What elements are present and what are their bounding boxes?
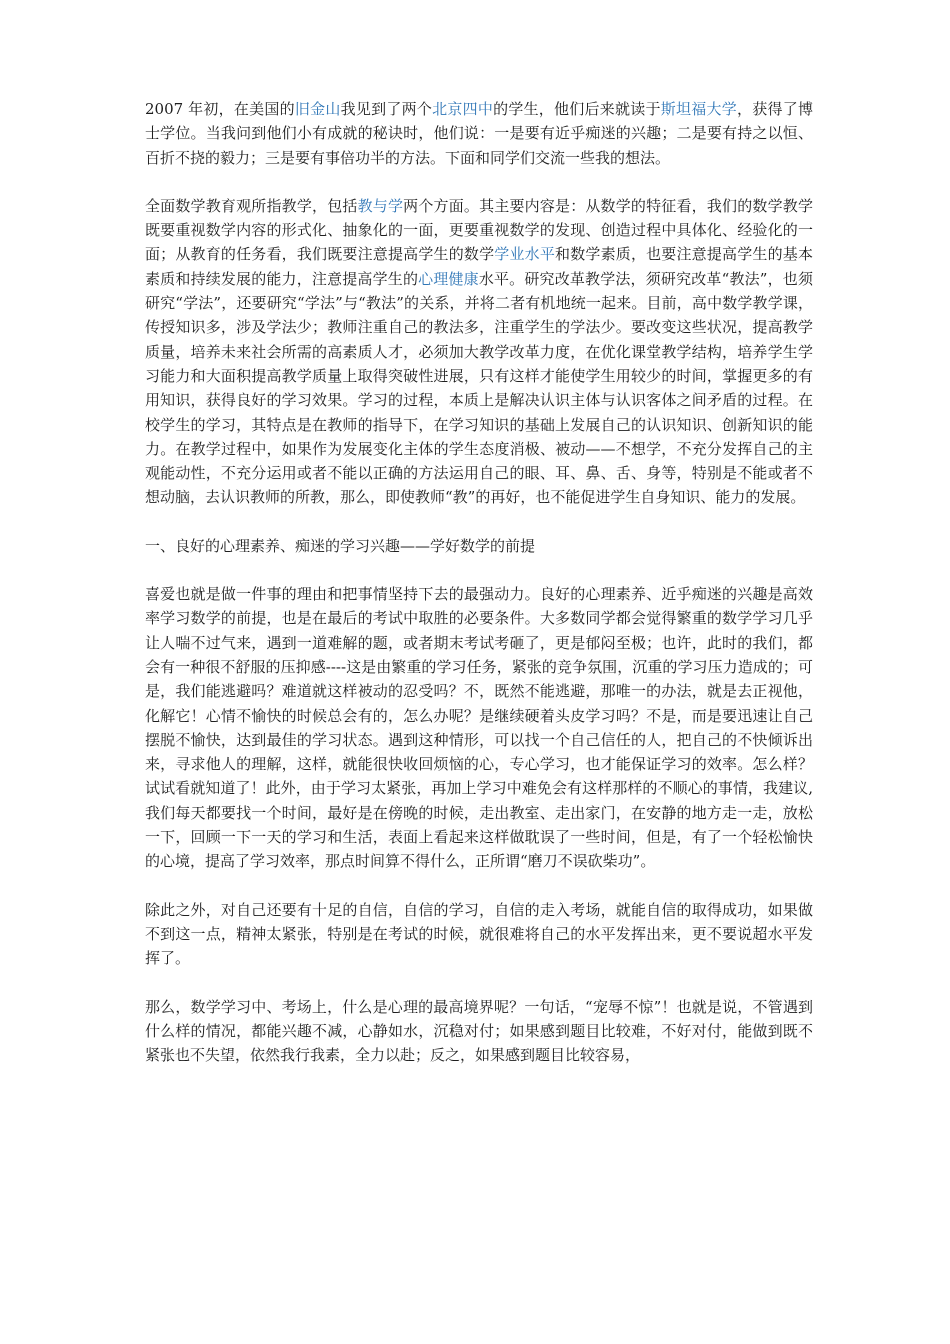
intro-paragraph (145, 97, 813, 170)
section-heading: 一、良好的心理素养、痴迷的学习兴趣——学好数学的前提 (145, 536, 536, 555)
document-page (145, 97, 813, 1091)
text-segment: 两个方面。其主要内容是：从数学的特征看，我们的数学教学既要重视数学内容的形式化、抽象化的一面，更要重视数学的发现、创造过程中具体化、经验化的一面；从教育的任务看，我们既要注意提高学生的数学 (145, 196, 813, 264)
text-segment: 和数学素质，也要注意提高学生的基本素质和持续发展的能力，注意提高学生的 (145, 245, 813, 288)
link-stanford-university[interactable]: 斯坦福大学 (660, 100, 737, 118)
section-paragraph-composure: 那么，数学学习中、考场上，什么是心理的最高境界呢？一句话，“宠辱不惊”！也就是说，不管遇到什么样的情况，都能兴趣不减，心静如水，沉稳对付；如果感到题目比较难，不好对付，能做到既不紧张也不失望，依然我行我素，全力以赴；反之，如果感到题目比较容易， (145, 997, 813, 1065)
link-beijing-no4-high-school[interactable]: 北京四中 (432, 100, 494, 118)
teaching-paragraph (145, 194, 813, 510)
link-san-francisco[interactable]: 旧金山 (294, 100, 341, 118)
text-segment: ，获得了博士学位。当我问到他们小有成就的秘诀时，他们说：一是要有近乎痴迷的兴趣；二是要有持之以恒、百折不挠的毅力；三是要有事倍功半的方法。下面和同学们交流一些我的想法。 (145, 100, 813, 167)
link-mental-health[interactable]: 心理健康 (418, 269, 479, 288)
text-segment: 我见到了两个 (340, 100, 433, 118)
text-segment: 水平。研究改革教学法，须研究改革“教法”，也须研究“学法”，还要研究“学法”与“教法”的关系，并将二者有机地统一起来。目前，高中数学教学课，传授知识多，涉及学法少；教师注重自己的教法多，注重学生的学法少。要改变这些状况，提高教学质量，培养未来社会所需的高素质人才，必须加大教学改革力度，在优化课堂教学结构，培养学生学习能力和大面积提高教学质量上取得突破性进展，只有这样才能使学生用较少的时间，掌握更多的有用知识，获得良好的学习效果。学习的过程，本质上是解决认识主体与认识客体之间矛盾的过程。在校学生的学习，其特点是在教师的指导下，在学习知识的基础上发展自己的认识知识、创新知识的能力。在教学过程中，如果作为发展变化主体的学生态度消极、被动——不想学，不充分发挥自己的主观能动性，不充分运用或者不能以正确的方法运用自己的眼、耳、鼻、舌、身等，特别是不能或者不想动脑，去认识教师的所教，那么，即使教师“教”的再好，也不能促进学生自身知识、能力的发展。 (145, 269, 813, 507)
section-paragraph-confidence: 除此之外，对自己还要有十足的自信，自信的学习，自信的走入考场，就能自信的取得成功，如果做不到这一点，精神太紧张，特别是在考试的时候，就很难将自己的水平发挥出来，更不要说超水平发挥了。 (145, 900, 813, 968)
text-segment: 全面数学教育观所指教学，包括 (145, 196, 358, 215)
link-teaching-and-learning[interactable]: 教与学 (357, 196, 404, 215)
section-paragraph-interest: 喜爱也就是做一件事的理由和把事情坚持下去的最强动力。良好的心理素养、近乎痴迷的兴趣是高效率学习数学的前提，也是在最后的考试中取胜的必要条件。大多数同学都会觉得繁重的数学学习几乎让人喘不过气来，遇到一道难解的题，或者期末考试考砸了，更是郁闷至极；也许，此时的我们，都会有一种很不舒服的压抑感----这是由繁重的学习任务，紧张的竞争氛围，沉重的学习压力造成的；可是，我们能逃避吗？难道就这样被动的忍受吗？不，既然不能逃避，那唯一的办法，就是去正视他，化解它！心情不愉快的时候总会有的，怎么办呢？是继续硬着头皮学习吗？不是，而是要迅速让自己摆脱不愉快，达到最佳的学习状态。遇到这种情形，可以找一个自己信任的人，把自己的不快倾诉出来，寻求他人的理解，这样，就能很快收回烦恼的心，专心学习，也才能保证学习的效率。怎么样？试试看就知道了！此外，由于学习太紧张，再加上学习中难免会有这样那样的不顺心的事情，我建议,我们每天都要找一个时间，最好是在傍晚的时候，走出教室、走出家门，在安静的地方走一走，放松一下，回顾一下一天的学习和生活，表面上看起来这样做耽误了一些时间，但是，有了一个轻松愉快的心境，提高了学习效率，那点时间算不得什么，正所谓“磨刀不误砍柴功”。 (145, 585, 813, 871)
link-academic-level[interactable]: 学业水平 (494, 245, 556, 264)
text-segment: 2007 年初，在美国的 (145, 100, 295, 118)
text-segment: 的学生，他们后来就读于 (493, 100, 661, 118)
